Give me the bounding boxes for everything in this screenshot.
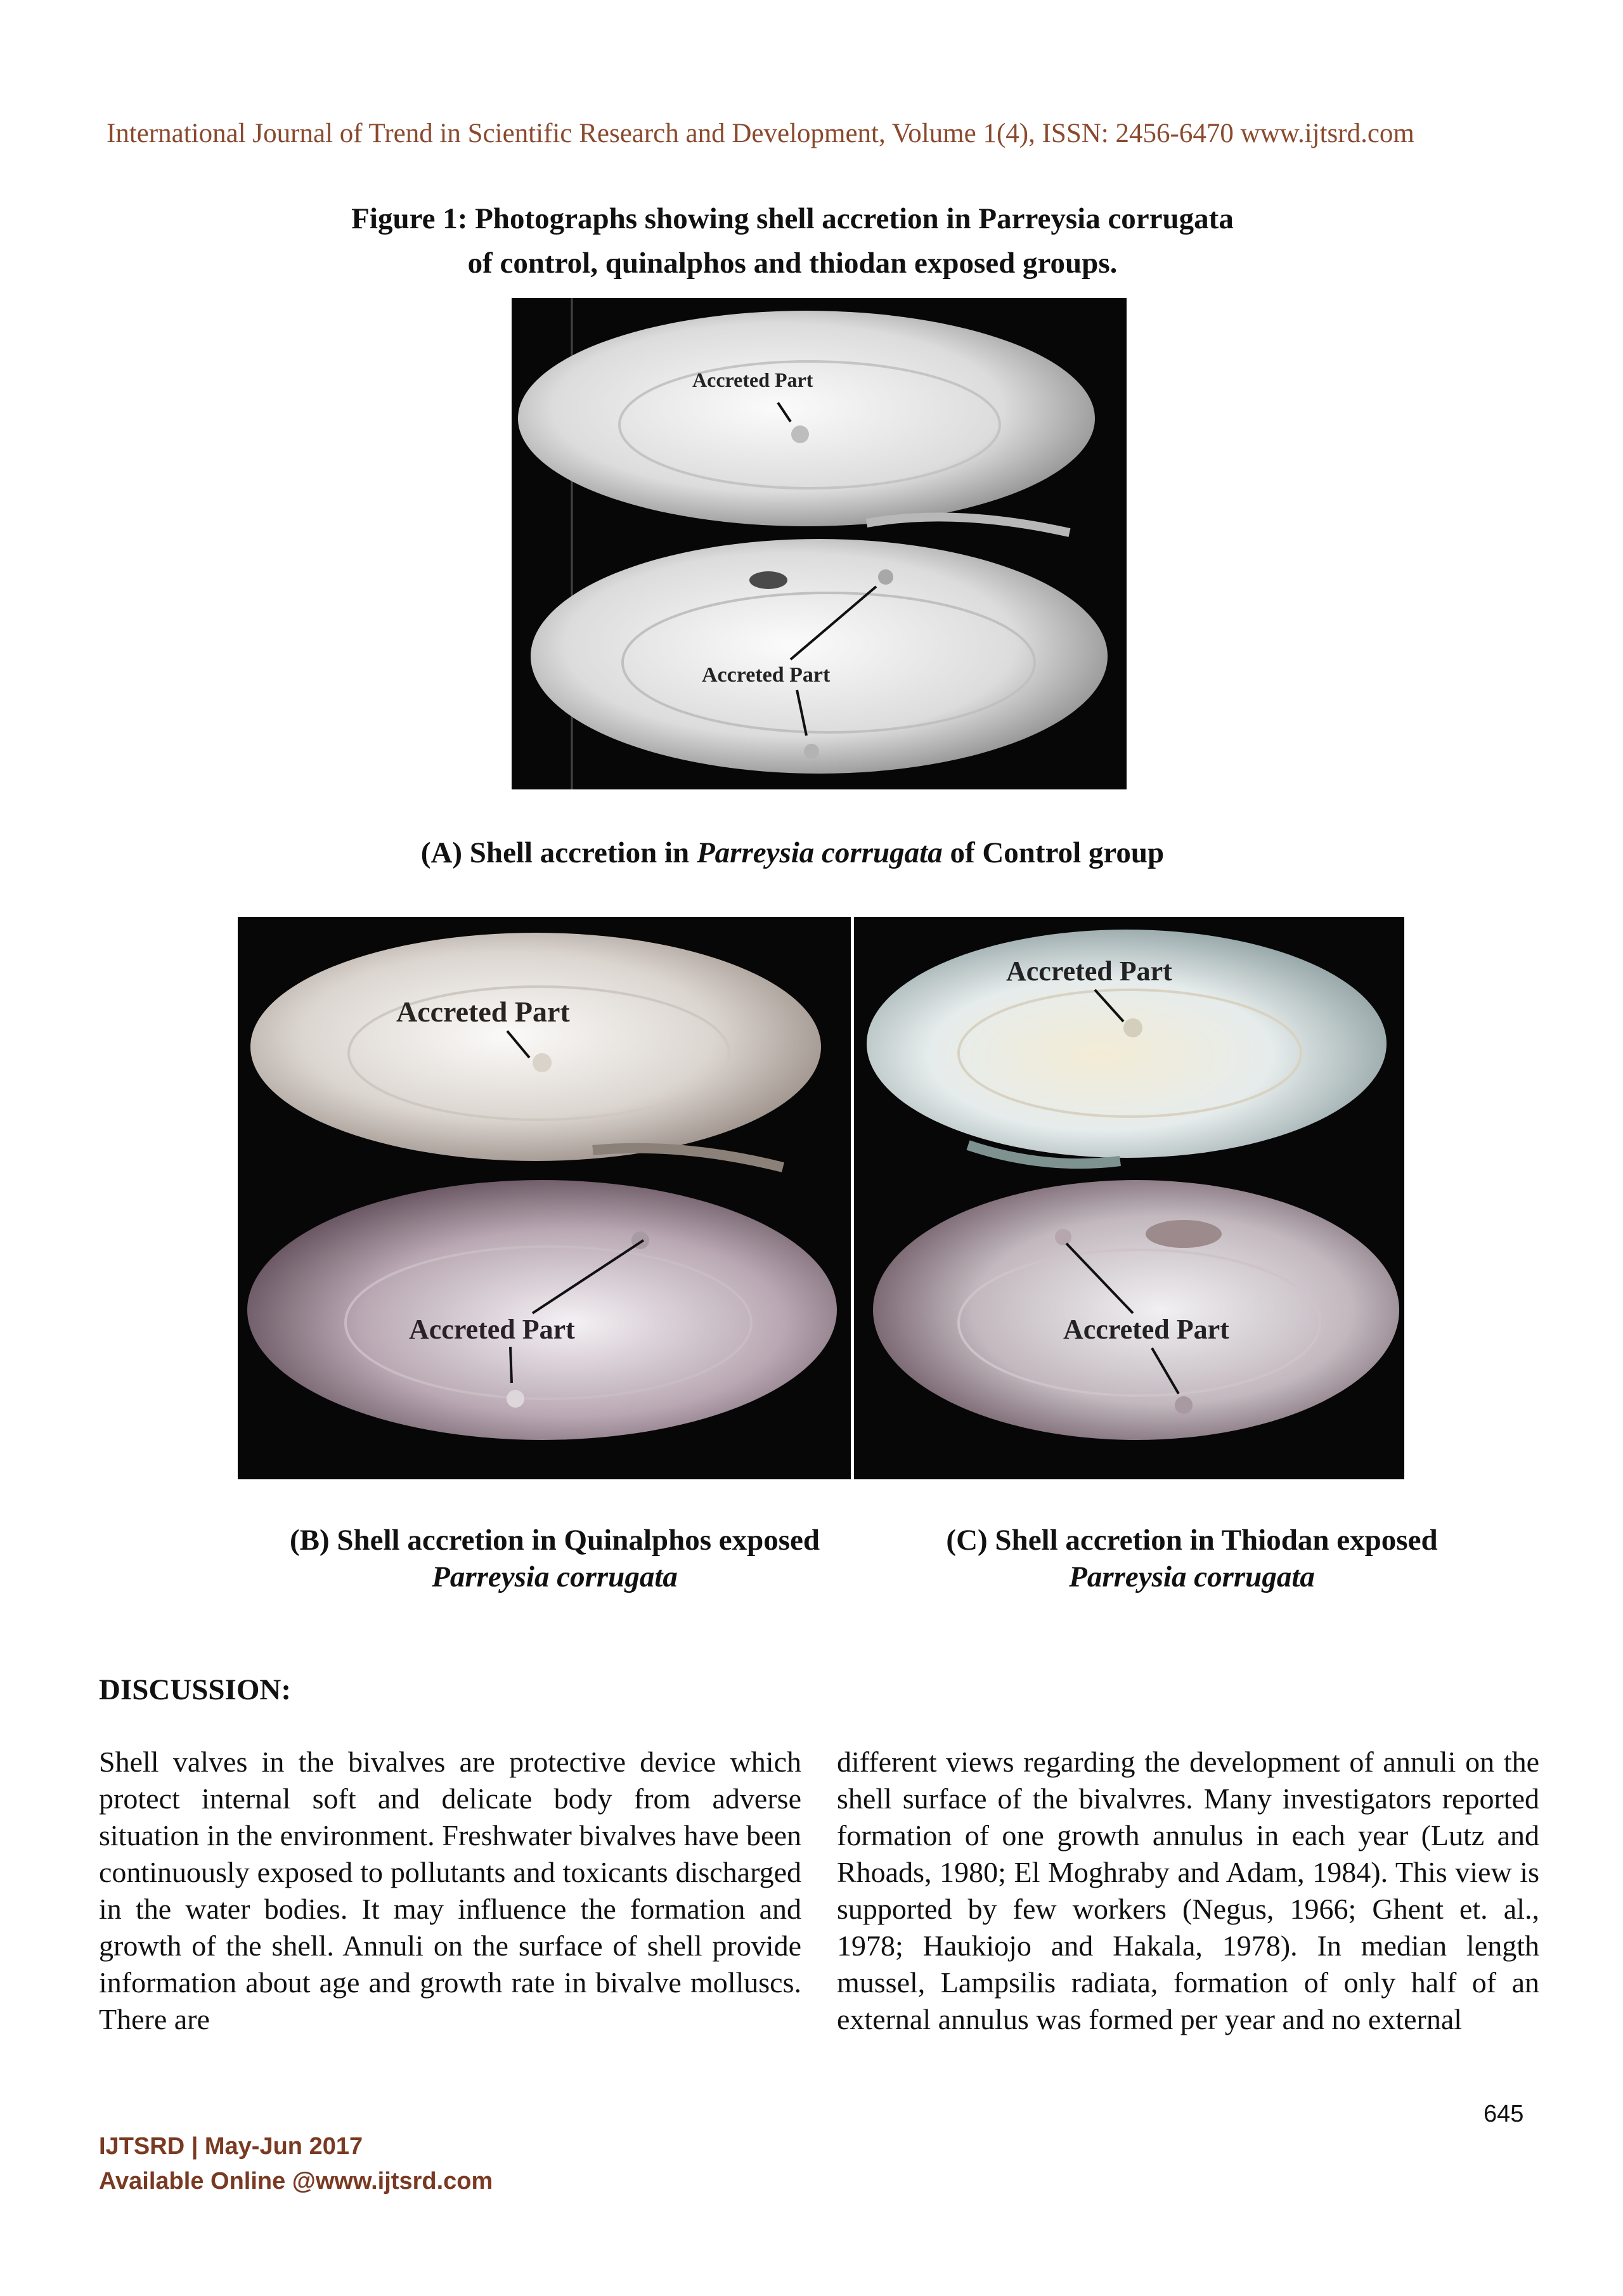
shell-photo-quinalphos (238, 917, 851, 1479)
accreted-part-label: Accreted Part (702, 663, 831, 687)
lower-valve (531, 539, 1108, 774)
body-column-left: Shell valves in the bivalves are protective device which protect internal soft and delicate body from adverse situation in the environment. Freshwater bivalves have been continuously exposed to pollutants and toxicants discharged in the water bodies. It may influence the formation and growth of the shell. Annuli on the surface of shell provide information about age and growth rate in bivalve molluscs. There are (99, 1746, 801, 2035)
caption-b (190, 1522, 919, 1595)
upper-valve (518, 311, 1095, 526)
footer-line1: IJTSRD | May-Jun 2017 (99, 2133, 363, 2160)
lower-valve (873, 1180, 1399, 1440)
journal-header: International Journal of Trend in Scientific Research and Development, Volume 1(4), ISSN: 2456-6470 www.ijtsrd.com (107, 119, 1414, 148)
caption-a-prefix: (A) Shell accretion in (420, 836, 697, 869)
figure-panel-c (854, 917, 1404, 1479)
footer-line2: Available Online @www.ijtsrd.com (99, 2168, 493, 2195)
caption-a (190, 836, 1395, 870)
shell-photo-thiodan (854, 917, 1404, 1479)
caption-c-species: Parreysia corrugata (1069, 1560, 1315, 1593)
figure-title-line1: Figure 1: Photographs showing shell accretion in Parreysia corrugata (351, 202, 1234, 235)
figure-title (190, 197, 1395, 285)
caption-a-suffix: of Control group (942, 836, 1165, 869)
caption-c (843, 1522, 1541, 1595)
figure-panel-a (512, 298, 1127, 789)
accreted-part-label: Accreted Part (1063, 1314, 1229, 1345)
accreted-part-label: Accreted Part (409, 1314, 575, 1345)
upper-valve (250, 933, 821, 1161)
caption-b-line1: (B) Shell accretion in Quinalphos exposed (289, 1524, 820, 1557)
figure-panel-b (238, 917, 851, 1479)
accreted-part-label: Accreted Part (396, 996, 570, 1028)
caption-c-line1: (C) Shell accretion in Thiodan exposed (946, 1524, 1438, 1557)
accreted-part-label: Accreted Part (1006, 956, 1172, 987)
figure-title-line2: of control, quinalphos and thiodan exposed groups. (467, 247, 1118, 280)
caption-b-species: Parreysia corrugata (432, 1560, 678, 1593)
section-heading: DISCUSSION: (99, 1673, 291, 1706)
accreted-part-label: Accreted Part (692, 368, 813, 391)
footer (99, 2129, 493, 2199)
body-column-right: different views regarding the development of annuli on the shell surface of the bivalvres. Many investigators reported formation of one growth annulus in each year (Lutz and Rhoads, 1980; El Moghraby and Adam, 1984). This view is supported by few workers (Negus, 1966; Ghent et. al., 1978; Haukiojo and Hakala, 1978). In median length mussel, Lampsilis radiata, formation of only half of an external annulus was formed per year and no external (837, 1746, 1539, 2035)
caption-a-species: Parreysia corrugata (696, 836, 943, 869)
shell-photo-control (512, 298, 1127, 789)
page-number: 645 (1484, 2101, 1524, 2127)
